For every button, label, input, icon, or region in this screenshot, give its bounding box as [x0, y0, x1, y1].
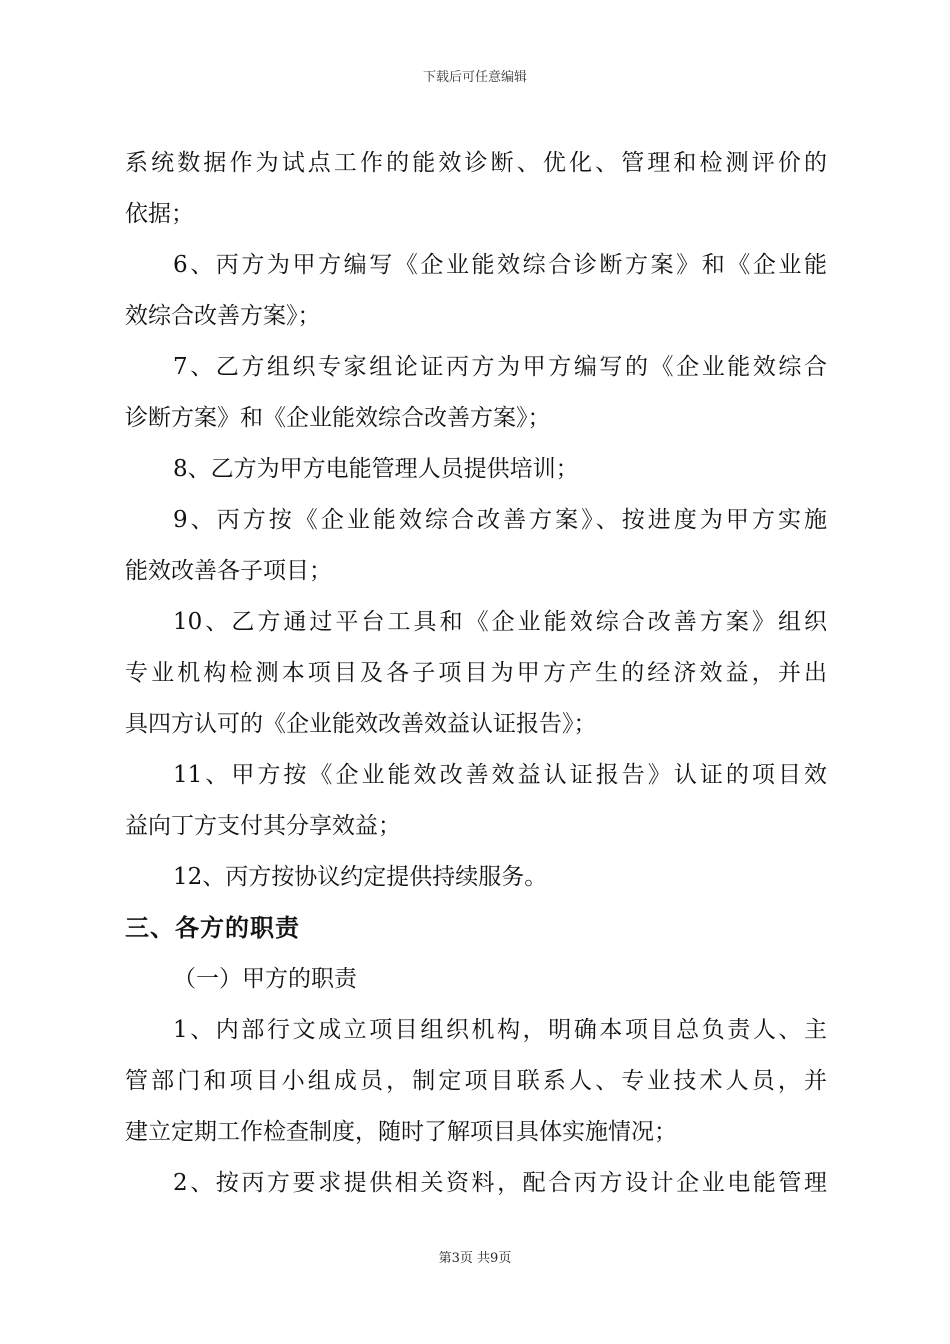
- paragraph-line: 效综合改善方案》；: [125, 303, 321, 329]
- paragraph-line: 诊断方案》和《企业能效综合改善方案》；: [125, 405, 551, 431]
- page-footer: 第3页 共9页: [438, 1251, 512, 1266]
- paragraph-line: 1、内部行文成立项目组织机构，明确本项目总负责人、主: [173, 1017, 827, 1043]
- page-header: 下载后可任意编辑: [422, 70, 527, 85]
- paragraph-line: 能效改善各子项目；: [125, 558, 332, 584]
- paragraph-line: 6、丙方为甲方编写《企业能效综合诊断方案》和《企业能: [173, 252, 827, 278]
- paragraph-line: 11、甲方按《企业能效改善效益认证报告》认证的项目效: [173, 762, 827, 788]
- paragraph-line: 9、丙方按《企业能效综合改善方案》、按进度为甲方实施: [173, 507, 827, 533]
- paragraph-line: 管部门和项目小组成员，制定项目联系人、专业技术人员，并: [125, 1068, 827, 1094]
- paragraph-line: 系统数据作为试点工作的能效诊断、优化、管理和检测评价的: [125, 150, 827, 176]
- paragraph-line: 7、乙方组织专家组论证丙方为甲方编写的《企业能效综合: [173, 354, 827, 380]
- section-heading: 三、各方的职责: [125, 914, 300, 942]
- paragraph-line: 依据；: [125, 201, 194, 227]
- paragraph-line: 10、乙方通过平台工具和《企业能效综合改善方案》组织: [173, 609, 827, 635]
- paragraph-line: 8、乙方为甲方电能管理人员提供培训；: [173, 456, 579, 482]
- document-body: [125, 138, 827, 1209]
- paragraph-line: 专业机构检测本项目及各子项目为甲方产生的经济效益，并出: [125, 660, 827, 686]
- paragraph-line: 2、按丙方要求提供相关资料，配合丙方设计企业电能管理: [173, 1170, 827, 1196]
- paragraph-line: 12、丙方按协议约定提供持续服务。: [173, 864, 548, 890]
- paragraph-line: 建立定期工作检查制度，随时了解项目具体实施情况；: [125, 1119, 677, 1145]
- paragraph-line: 具四方认可的《企业能效改善效益认证报告》；: [125, 711, 597, 737]
- paragraph-line: 益向丁方支付其分享效益；: [125, 813, 401, 839]
- subsection-heading: （一）甲方的职责: [173, 966, 357, 992]
